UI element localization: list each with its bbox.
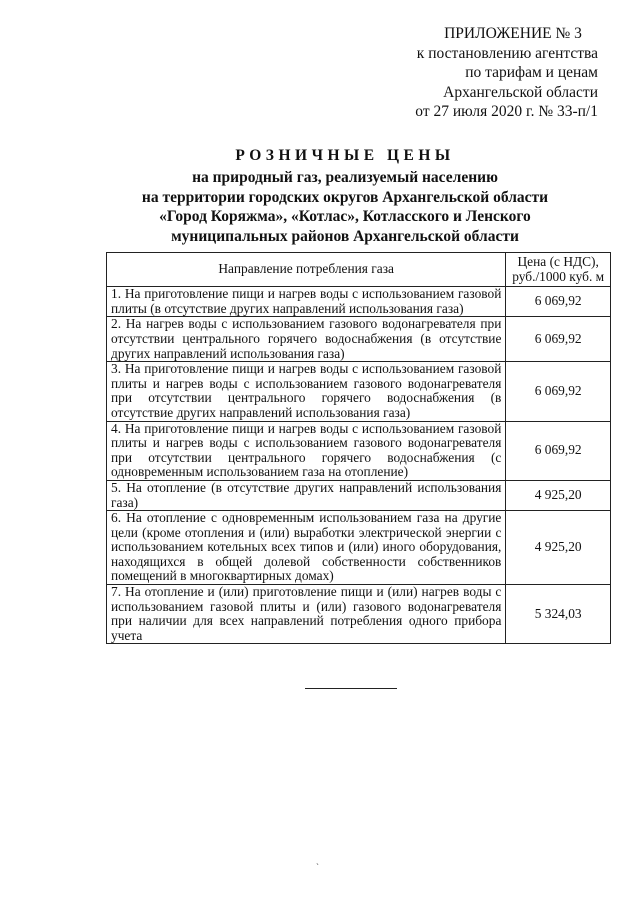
document-subtitle-line: на природный газ, реализуемый населению: [192, 169, 498, 186]
document-subtitle-line: муниципальных районов Архангельской области: [171, 227, 519, 245]
table-row: [107, 421, 611, 480]
price-cell: 5 324,03: [506, 585, 611, 644]
direction-cell: 2. На нагрев воды с использованием газового водонагревателя при отсутствии центрального горячего водоснабжения (в отсутствие других направлений использования газа): [107, 317, 506, 362]
appendix-block: [368, 24, 598, 122]
direction-cell: 5. На отопление (в отсутствие других направлений использования газа): [107, 480, 506, 510]
document-heading: [60, 145, 630, 246]
table-row: [107, 585, 611, 644]
appendix-line: по тарифам и ценам: [465, 64, 598, 81]
price-cell: 4 925,20: [506, 480, 611, 510]
direction-cell: 6. На отопление с одновременным использованием газа на другие цели (кроме отопления и (или) выработки электрической энергии с использованием котельных всех типов и (или) иного оборудования, находящихся в общей долевой собственности собственников помещений в многоквартирных домах): [107, 511, 506, 585]
scan-mark: `: [316, 862, 319, 872]
price-cell: 4 925,20: [506, 511, 611, 585]
closing-divider: [305, 688, 397, 689]
document-subtitle-line: «Город Коряжма», «Котлас», Котласского и Ленского: [159, 208, 531, 225]
table-row: [107, 287, 611, 317]
direction-cell: 3. На приготовление пищи и нагрев воды с использованием газовой плиты и нагрев воды с использованием газового водонагревателя при отсутствии центрального горячего водоснабжения (в отсутствие других направлений использования газа): [107, 362, 506, 421]
direction-cell: 1. На приготовление пищи и нагрев воды с использованием газовой плиты (в отсутствие других направлений использования газа): [107, 287, 506, 317]
appendix-line: от 27 июля 2020 г. № 33-п/1: [415, 103, 598, 120]
price-cell: 6 069,92: [506, 421, 611, 480]
price-cell: 6 069,92: [506, 317, 611, 362]
document-subtitle-line: на территории городских округов Архангельской области: [141, 188, 549, 206]
column-header-direction: Направление потребления газа: [107, 253, 506, 287]
table-row: [107, 480, 611, 510]
price-cell: 6 069,92: [506, 362, 611, 421]
column-header-price: Цена (с НДС), руб./1000 куб. м: [506, 253, 611, 287]
appendix-line: к постановлению агентства: [416, 44, 598, 62]
price-table: [106, 252, 611, 644]
appendix-title: ПРИЛОЖЕНИЕ № 3: [444, 25, 582, 42]
direction-cell: 7. На отопление и (или) приготовление пищи и (или) нагрев воды с использованием газовой плиты и (или) газового водонагревателя при наличии для всех направлений потребления одного прибора учета: [107, 585, 506, 644]
table-row: [107, 362, 611, 421]
table-row: [107, 511, 611, 585]
direction-cell: 4. На приготовление пищи и нагрев воды с использованием газовой плиты и нагрев воды с использованием газового водонагревателя при отсутствии центрального горячего водоснабжения (с одновременным использованием газа на отопление): [107, 421, 506, 480]
table-row: [107, 317, 611, 362]
table-header-row: [107, 253, 611, 287]
price-cell: 6 069,92: [506, 287, 611, 317]
document-title: РОЗНИЧНЫЕ ЦЕНЫ: [235, 147, 455, 164]
appendix-line: Архангельской области: [443, 83, 598, 101]
